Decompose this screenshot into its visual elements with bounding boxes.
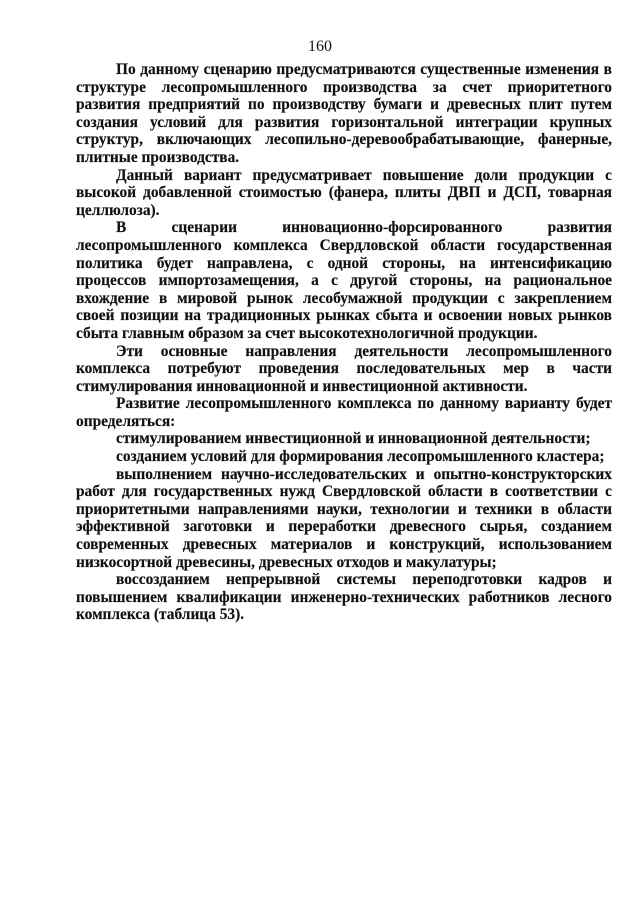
- list-item-training: воссозданием непрерывной системы переподготовки кадров и повышением квалификации инженерно-технических работников лесного комплекса (таблица 53).: [76, 571, 612, 624]
- page-number: 160: [308, 38, 332, 55]
- list-item-cluster: созданием условий для формирования лесопромышленного кластера;: [116, 448, 605, 466]
- paragraph-development-defined: Развитие лесопромышленного комплекса по данному варианту будет определяться:: [76, 395, 612, 430]
- paragraph-innovation-scenario: В сценарии инновационно-форсированного развития лесопромышленного комплекса Свердловской области государственная политика будет направлена, с одной стороны, на интенсификацию процессов импортозамещения, а с другой стороны, на рациональное вхождение в мировой рынок лесобумажной продукции с закреплением своей позиции на традиционных рынках сбыта и освоении новых рынков сбыта главным образом за счет высокотехнологичной продукции.: [76, 219, 612, 342]
- list-item-investment: стимулированием инвестиционной и инновационной деятельности;: [116, 430, 591, 448]
- list-item-research: выполнением научно-исследовательских и опытно-конструкторских работ для государственных нужд Свердловской области в соответствии с приоритетными направлениями науки, технологии и техники в области эффективной заготовки и переработки древесного сырья, созданием современных древесных материалов и конструкций, использованием низкосортной древесины, древесных отходов и макулатуры;: [76, 465, 612, 571]
- body-text: [76, 61, 612, 624]
- paragraph-main-directions: Эти основные направления деятельности лесопромышленного комплекса потребуют проведения последовательных мер в части стимулирования инновационной и инвестиционной активности.: [76, 342, 612, 395]
- paragraph-scenario-changes: По данному сценарию предусматриваются существенные изменения в структуре лесопромышленного производства за счет приоритетного развития предприятий по производству бумаги и древесных плит путем создания условий для развития горизонтальной интеграции крупных структур, включающих лесопильно-деревообрабатывающие, фанерные, плитные производства.: [76, 61, 612, 166]
- paragraph-value-added: Данный вариант предусматривает повышение доли продукции с высокой добавленной стоимостью (фанера, плиты ДВП и ДСП, товарная целлюлоза).: [76, 166, 612, 219]
